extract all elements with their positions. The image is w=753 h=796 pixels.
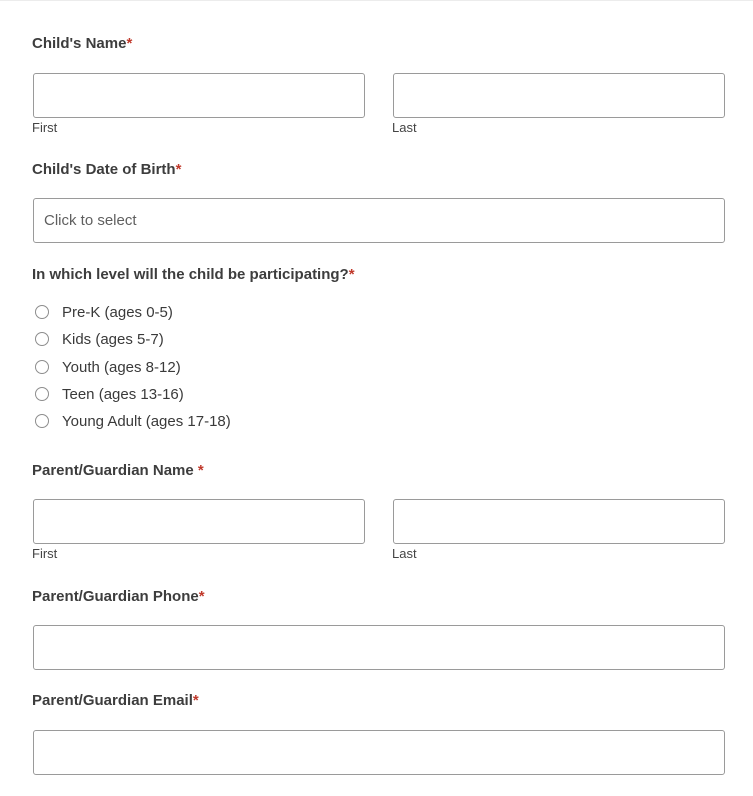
child-dob-picker[interactable]	[33, 198, 725, 243]
parent-phone-label-text: Parent/Guardian Phone	[32, 588, 199, 605]
child-first-name-input[interactable]	[33, 73, 365, 118]
radio-label: Teen (ages 13-16)	[62, 385, 184, 403]
parent-email-input[interactable]	[33, 730, 725, 775]
required-asterisk: *	[348, 266, 355, 283]
parent-phone-input[interactable]	[33, 625, 725, 670]
radio-button[interactable]	[35, 305, 49, 319]
parent-last-name-sublabel: Last	[392, 546, 417, 561]
parent-first-name-input[interactable]	[33, 499, 365, 544]
child-dob-label-text: Child's Date of Birth	[32, 161, 176, 178]
child-name-label	[32, 35, 132, 52]
required-asterisk: *	[175, 161, 182, 178]
required-asterisk: *	[126, 35, 133, 52]
radio-label: Young Adult (ages 17-18)	[62, 412, 231, 430]
parent-first-name-sublabel: First	[32, 546, 58, 561]
radio-label: Kids (ages 5-7)	[62, 330, 164, 348]
level-label-text: In which level will the child be participating?	[32, 266, 349, 283]
top-divider	[0, 0, 753, 1]
parent-last-name-input[interactable]	[393, 499, 725, 544]
radio-label: Youth (ages 8-12)	[62, 358, 181, 376]
radio-option-young-adult[interactable]	[35, 410, 231, 432]
level-label	[32, 266, 355, 283]
required-asterisk: *	[198, 588, 205, 605]
radio-option-teen[interactable]	[35, 383, 184, 405]
radio-button[interactable]	[35, 387, 49, 401]
parent-email-label	[32, 692, 199, 709]
parent-name-label	[32, 462, 204, 479]
child-name-label-text: Child's Name	[32, 35, 127, 52]
child-first-name-sublabel: First	[32, 120, 58, 135]
radio-button[interactable]	[35, 414, 49, 428]
radio-option-pre-k[interactable]	[35, 301, 173, 323]
required-asterisk: *	[197, 462, 204, 479]
radio-label: Pre-K (ages 0-5)	[62, 303, 173, 321]
radio-option-kids[interactable]	[35, 328, 164, 350]
child-last-name-input[interactable]	[393, 73, 725, 118]
radio-button[interactable]	[35, 332, 49, 346]
child-dob-label	[32, 161, 181, 178]
radio-option-youth[interactable]	[35, 356, 181, 378]
parent-phone-label	[32, 588, 205, 605]
radio-button[interactable]	[35, 360, 49, 374]
child-last-name-sublabel: Last	[392, 120, 417, 135]
required-asterisk: *	[192, 692, 199, 709]
parent-email-label-text: Parent/Guardian Email	[32, 692, 193, 709]
parent-name-label-text: Parent/Guardian Name	[32, 462, 198, 479]
